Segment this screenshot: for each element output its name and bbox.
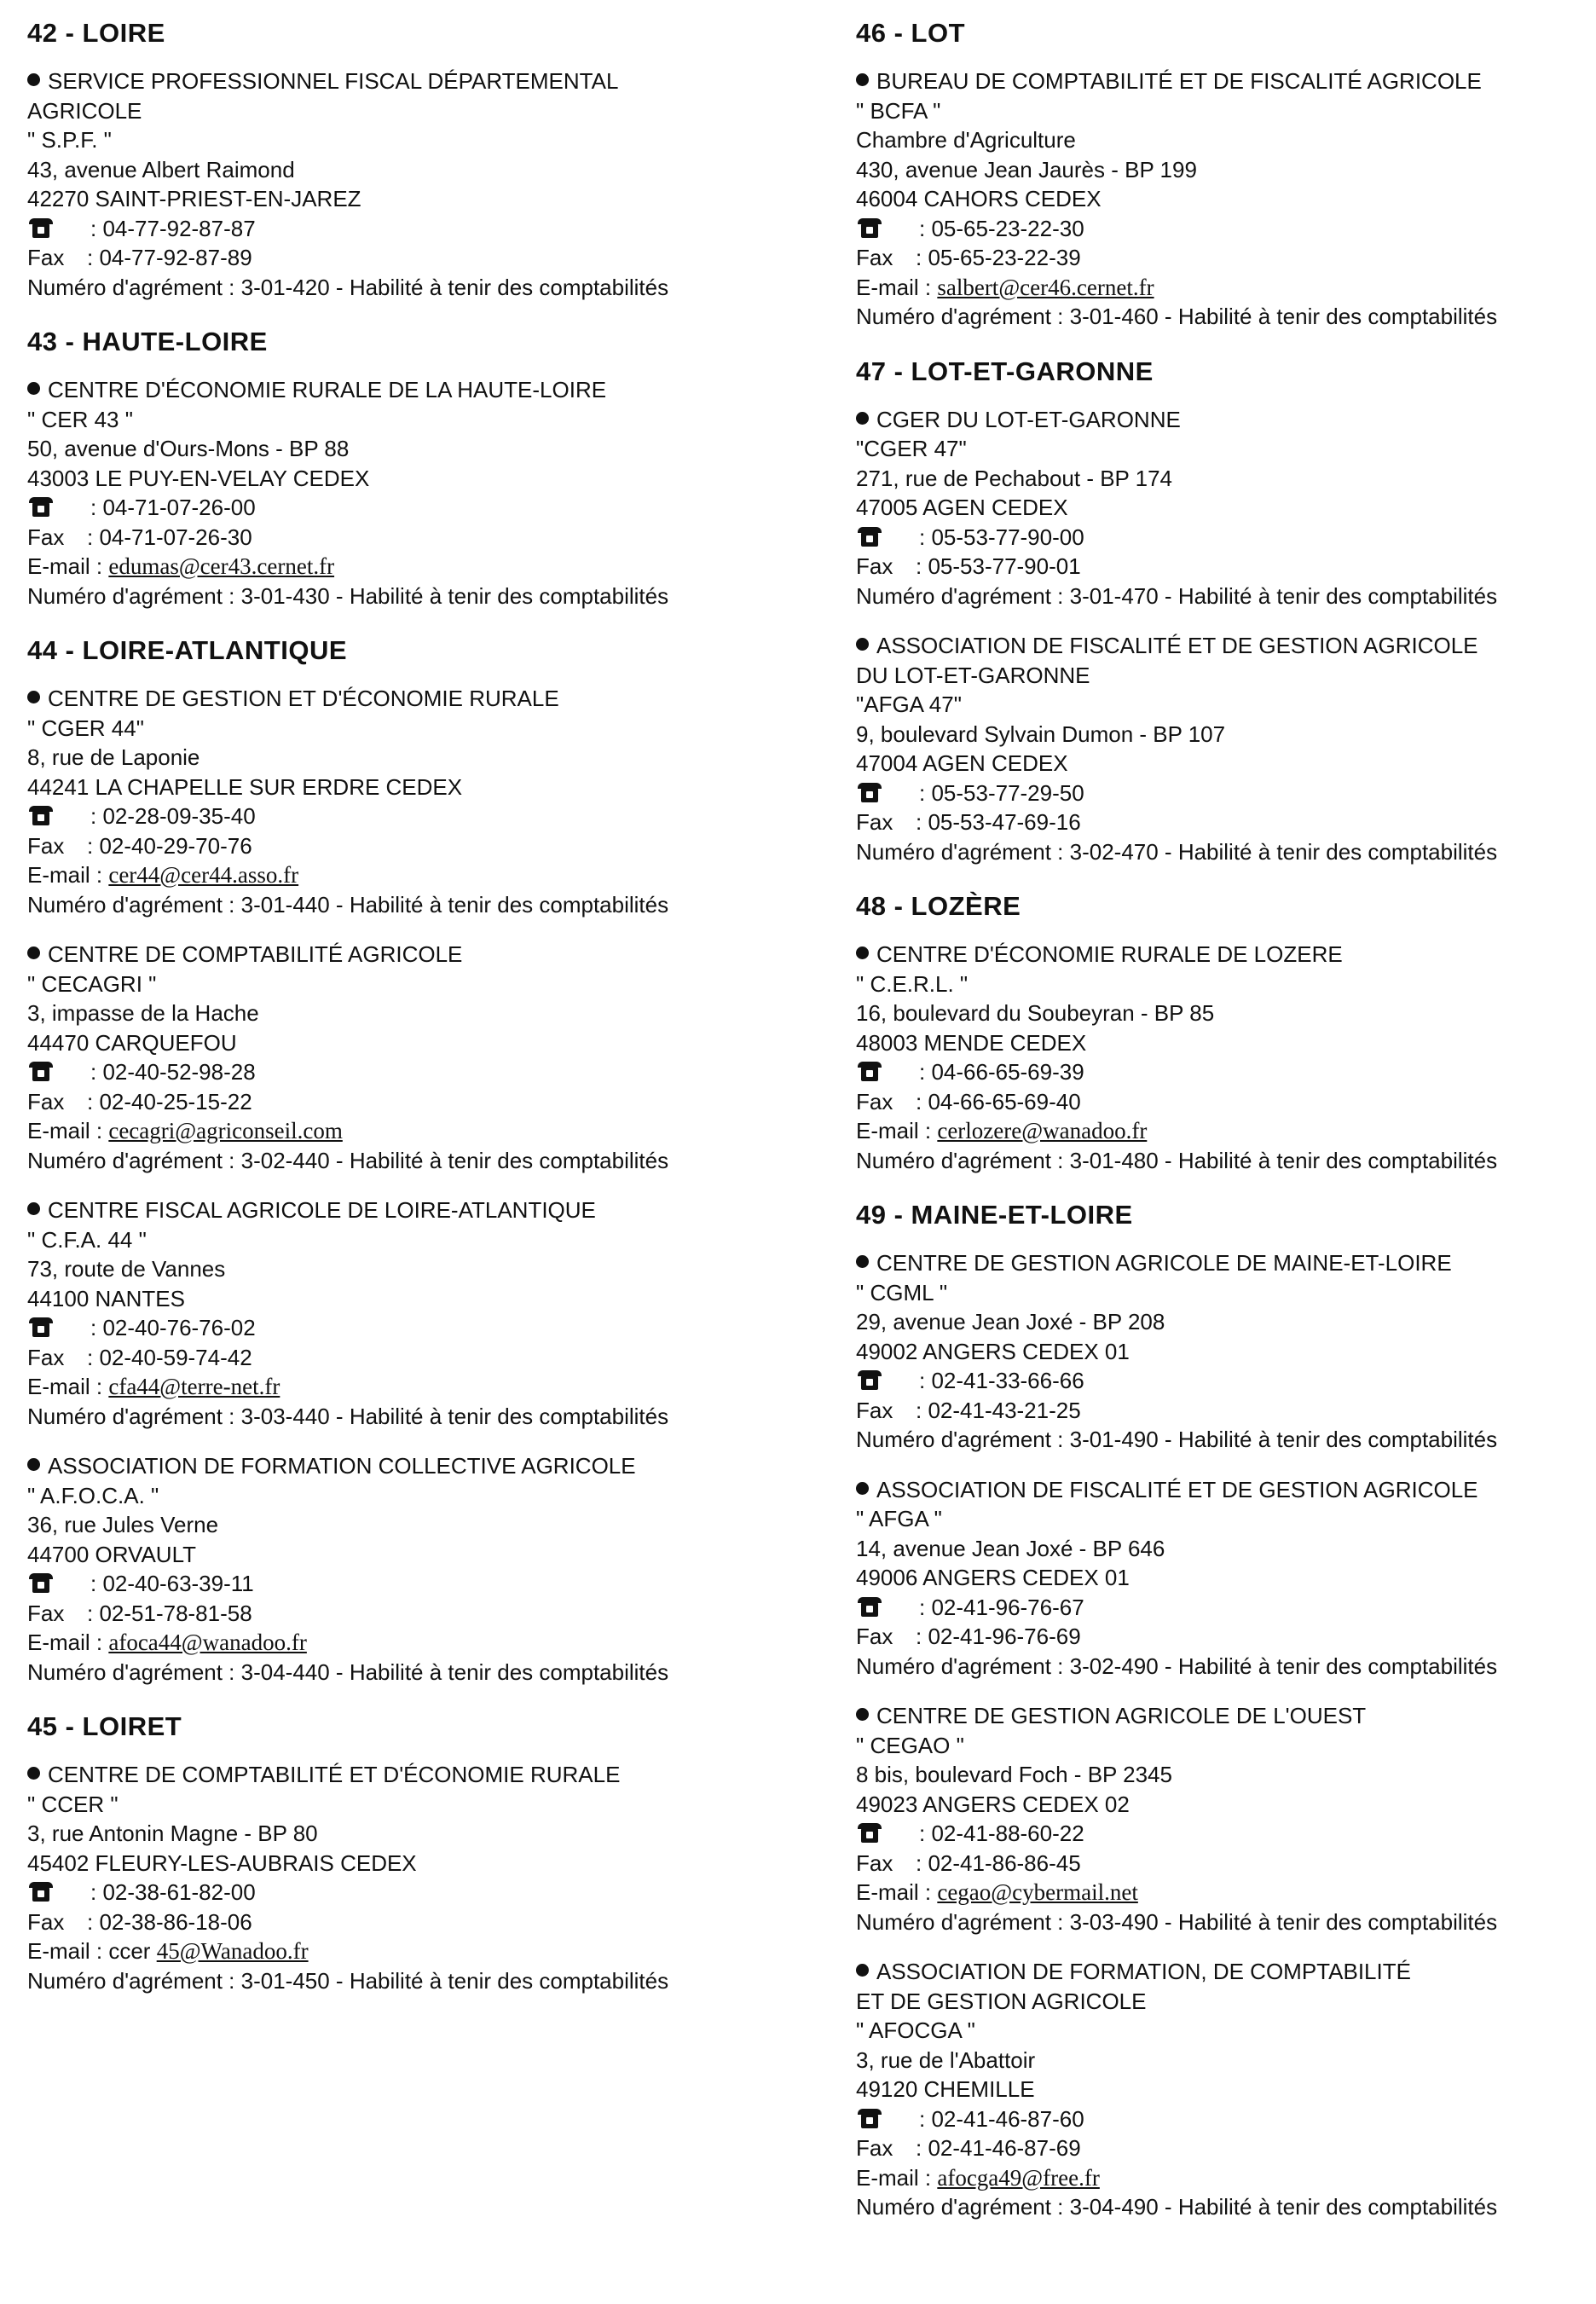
- organization-name-text: ET DE GESTION AGRICOLE: [856, 1988, 1147, 2014]
- organization-acronym: " AFGA ": [856, 1506, 942, 1531]
- organization-name-line: [27, 1760, 778, 1790]
- address-line: 49006 ANGERS CEDEX 01: [856, 1565, 1130, 1590]
- agrement-number: Numéro d'agrément : 3-01-490 - Habilité à tenir des comptabilités: [856, 1427, 1498, 1452]
- left-column: [27, 17, 778, 2019]
- organization-name-line: [27, 684, 778, 714]
- address-line: 3, rue de l'Abattoir: [856, 2046, 1036, 2073]
- address-line: Chambre d'Agriculture: [856, 127, 1076, 153]
- department-48-lozere: [856, 890, 1589, 1175]
- organization-acronym: " S.P.F. ": [27, 127, 112, 153]
- department-heading: 48 - LOZÈRE: [856, 891, 1021, 921]
- fax-row: [856, 552, 1589, 582]
- telephone-icon: [861, 2111, 878, 2128]
- department-45-loiret: [27, 1711, 778, 1995]
- right-column: [856, 17, 1589, 2246]
- email-row: [27, 552, 778, 582]
- fax-label: Fax: [27, 1088, 65, 1114]
- fax-row: [856, 1622, 1589, 1652]
- department-49-maine-et-loire: [856, 1199, 1589, 2222]
- organization-acronym: " C.E.R.L. ": [856, 970, 969, 997]
- fax-row: [27, 523, 778, 553]
- address-line: 44700 ORVAULT: [27, 1541, 196, 1567]
- agrement-number: Numéro d'agrément : 3-01-480 - Habilité à tenir des comptabilités: [856, 1147, 1498, 1173]
- bullet-icon: [856, 1255, 869, 1268]
- telephone-row: [27, 1057, 778, 1087]
- telephone-row: [856, 523, 1589, 553]
- fax-row: [27, 1599, 778, 1629]
- telephone-icon: [861, 785, 878, 802]
- organization-name-line: [856, 1701, 1589, 1731]
- organization-name-line: [856, 1475, 1589, 1505]
- fax-row: [27, 831, 778, 861]
- fax-label: Fax: [856, 245, 893, 270]
- bullet-icon: [856, 73, 869, 86]
- fax-row: [27, 1907, 778, 1937]
- department-heading: 47 - LOT-ET-GARONNE: [856, 356, 1154, 386]
- organization-name-line: [27, 67, 778, 96]
- organization-name-line: [27, 375, 778, 405]
- fax-label: Fax: [27, 245, 65, 270]
- telephone-icon: [861, 1373, 878, 1390]
- telephone-row: [27, 802, 778, 831]
- agrement-number: Numéro d'agrément : 3-04-490 - Habilité à tenir des comptabilités: [856, 2194, 1498, 2220]
- organization-entry: [856, 1475, 1589, 1682]
- fax-row: [856, 2133, 1589, 2163]
- email-row: [856, 273, 1589, 303]
- agrement-number: Numéro d'agrément : 3-01-450 - Habilité à tenir des comptabilités: [27, 1967, 669, 1994]
- organization-name-text: CENTRE D'ÉCONOMIE RURALE DE LOZERE: [876, 941, 1343, 967]
- bullet-icon: [27, 1202, 40, 1215]
- email-row: [856, 2163, 1589, 2193]
- bullet-icon: [27, 691, 40, 703]
- fax-number: : 05-65-23-22-39: [916, 245, 1081, 270]
- organization-name-text: CENTRE DE COMPTABILITÉ ET D'ÉCONOMIE RURALE: [48, 1762, 621, 1787]
- address-line: 49023 ANGERS CEDEX 02: [856, 1791, 1130, 1817]
- email-row: [856, 1116, 1589, 1146]
- telephone-row: [856, 1366, 1589, 1396]
- telephone-icon: [861, 1600, 878, 1617]
- organization-name-line: [27, 940, 778, 970]
- telephone-number: : 05-65-23-22-30: [919, 215, 1084, 241]
- organization-acronym: " C.F.A. 44 ": [27, 1226, 147, 1253]
- fax-label: Fax: [856, 1850, 893, 1876]
- email-link[interactable]: cecagri@agriconseil.com: [108, 1118, 343, 1143]
- organization-name-text: DU LOT-ET-GARONNE: [856, 662, 1090, 688]
- department-heading: 44 - LOIRE-ATLANTIQUE: [27, 635, 348, 665]
- email-label: E-mail :: [856, 274, 938, 300]
- fax-row: [856, 808, 1589, 837]
- fax-number: : 04-77-92-87-89: [87, 245, 252, 270]
- telephone-number: : 02-41-33-66-66: [919, 1368, 1084, 1393]
- fax-number: : 02-41-43-21-25: [916, 1397, 1081, 1423]
- telephone-row: [27, 1569, 778, 1599]
- organization-name-text: ASSOCIATION DE FISCALITÉ ET DE GESTION AGRICOLE: [876, 1476, 1478, 1502]
- address-line: 73, route de Vannes: [27, 1256, 226, 1282]
- department-heading: 46 - LOT: [856, 18, 966, 48]
- address-line: 44241 LA CHAPELLE SUR ERDRE CEDEX: [27, 773, 463, 800]
- organization-name-line: [856, 405, 1589, 435]
- organization-name-text: CENTRE DE GESTION AGRICOLE DE L'OUEST: [876, 1703, 1367, 1728]
- address-line: 50, avenue d'Ours-Mons - BP 88: [27, 436, 350, 461]
- bullet-icon: [856, 946, 869, 959]
- agrement-number: Numéro d'agrément : 3-01-430 - Habilité à tenir des comptabilités: [27, 582, 669, 609]
- address-line: 47005 AGEN CEDEX: [856, 495, 1068, 520]
- agrement-number: Numéro d'agrément : 3-01-460 - Habilité à tenir des comptabilités: [856, 304, 1498, 329]
- bullet-icon: [27, 73, 40, 86]
- fax-label: Fax: [856, 1397, 893, 1423]
- fax-number: : 02-40-29-70-76: [87, 832, 252, 859]
- department-42-loire: [27, 17, 778, 302]
- fax-number: : 02-41-96-76-69: [916, 1624, 1081, 1649]
- fax-number: : 04-66-65-69-40: [916, 1088, 1081, 1114]
- email-link[interactable]: cegao@cybermail.net: [937, 1879, 1138, 1905]
- organization-entry: [856, 1957, 1589, 2222]
- email-link[interactable]: cfa44@terre-net.fr: [108, 1374, 280, 1399]
- organization-acronym: " A.F.O.C.A. ": [27, 1482, 159, 1508]
- telephone-row: [27, 493, 778, 523]
- fax-number: : 02-51-78-81-58: [87, 1600, 252, 1626]
- telephone-icon: [861, 530, 878, 547]
- organization-acronym: " AFOCGA ": [856, 2017, 975, 2043]
- telephone-icon: [861, 1826, 878, 1843]
- telephone-row: [856, 2104, 1589, 2134]
- fax-number: : 02-41-46-87-69: [916, 2135, 1081, 2161]
- telephone-icon: [32, 1884, 49, 1902]
- fax-label: Fax: [27, 1908, 65, 1935]
- organization-name-text: ASSOCIATION DE FORMATION, DE COMPTABILITÉ: [876, 1959, 1411, 1984]
- fax-number: : 02-38-86-18-06: [87, 1908, 252, 1935]
- email-label: E-mail :: [27, 862, 109, 888]
- organization-acronym: " CEGAO ": [856, 1732, 964, 1758]
- organization-entry: [27, 1195, 778, 1431]
- telephone-number: : 02-38-61-82-00: [90, 1879, 256, 1905]
- agrement-number: Numéro d'agrément : 3-01-470 - Habilité à tenir des comptabilités: [856, 582, 1498, 609]
- telephone-icon: [32, 1064, 49, 1081]
- address-line: 47004 AGEN CEDEX: [856, 750, 1068, 776]
- organization-name-line: [856, 1248, 1589, 1278]
- email-row: [27, 1372, 778, 1402]
- fax-label: Fax: [27, 524, 65, 550]
- department-43-haute-loire: [27, 326, 778, 611]
- fax-row: [856, 1849, 1589, 1879]
- email-label: E-mail :: [856, 1879, 938, 1905]
- email-link[interactable]: cer44@cer44.asso.fr: [108, 862, 299, 888]
- organization-name-line: [27, 1451, 778, 1481]
- telephone-number: : 02-41-46-87-60: [919, 2105, 1084, 2132]
- organization-acronym: " BCFA ": [856, 97, 941, 124]
- fax-label: Fax: [856, 1088, 893, 1114]
- telephone-icon: [32, 808, 49, 825]
- organization-entry: [856, 1701, 1589, 1936]
- address-line: 42270 SAINT-PRIEST-EN-JAREZ: [27, 186, 361, 211]
- organization-acronym: " CCER ": [27, 1791, 119, 1817]
- telephone-icon: [32, 500, 49, 517]
- address-line: 49120 CHEMILLE: [856, 2076, 1035, 2102]
- organization-name-text: BUREAU DE COMPTABILITÉ ET DE FISCALITÉ AGRICOLE: [876, 68, 1482, 94]
- telephone-number: : 02-41-88-60-22: [919, 1821, 1084, 1846]
- organization-name-text: CGER DU LOT-ET-GARONNE: [876, 406, 1181, 432]
- address-line: 49002 ANGERS CEDEX 01: [856, 1338, 1130, 1364]
- bullet-icon: [27, 1767, 40, 1780]
- bullet-icon: [856, 1708, 869, 1721]
- department-heading: 45 - LOIRET: [27, 1711, 182, 1741]
- address-line: 43003 LE PUY-EN-VELAY CEDEX: [27, 465, 370, 491]
- address-line: 16, boulevard du Soubeyran - BP 85: [856, 1000, 1215, 1026]
- address-line: 44100 NANTES: [27, 1285, 185, 1311]
- organization-acronym: "CGER 47": [856, 436, 967, 461]
- telephone-number: : 02-40-76-76-02: [90, 1315, 256, 1340]
- organization-name-text: AGRICOLE: [27, 97, 142, 124]
- bullet-icon: [27, 1458, 40, 1471]
- telephone-row: [856, 214, 1589, 244]
- organization-entry: [856, 405, 1589, 611]
- fax-number: : 02-40-25-15-22: [87, 1088, 252, 1114]
- address-line: 3, rue Antonin Magne - BP 80: [27, 1821, 318, 1846]
- address-line: 8 bis, boulevard Foch - BP 2345: [856, 1762, 1172, 1787]
- organization-entry: [27, 375, 778, 611]
- telephone-icon: [861, 1064, 878, 1081]
- telephone-number: : 05-53-77-90-00: [919, 524, 1084, 550]
- organization-name-line: [856, 940, 1589, 970]
- organization-acronym: " CGER 44": [27, 715, 144, 741]
- organization-entry: [27, 684, 778, 919]
- organization-name-text: ASSOCIATION DE FISCALITÉ ET DE GESTION AGRICOLE: [876, 633, 1478, 658]
- organization-entry: [856, 940, 1589, 1175]
- fax-row: [27, 1087, 778, 1117]
- email-row: [27, 860, 778, 890]
- fax-label: Fax: [856, 2135, 893, 2161]
- organization-entry: [27, 940, 778, 1175]
- fax-number: : 05-53-47-69-16: [916, 809, 1081, 835]
- address-line: 29, avenue Jean Joxé - BP 208: [856, 1309, 1165, 1334]
- organization-entry: [856, 631, 1589, 866]
- organization-name-text: CENTRE DE GESTION ET D'ÉCONOMIE RURALE: [48, 686, 559, 711]
- telephone-number: : 02-41-96-76-67: [919, 1594, 1084, 1620]
- fax-row: [27, 243, 778, 273]
- telephone-row: [27, 1878, 778, 1907]
- department-44-loire-atlantique: [27, 634, 778, 1687]
- email-label: E-mail :: [27, 1118, 109, 1143]
- organization-name-text: SERVICE PROFESSIONNEL FISCAL DÉPARTEMENTAL: [48, 68, 619, 94]
- address-line: 43, avenue Albert Raimond: [27, 156, 295, 182]
- email-link[interactable]: edumas@cer43.cernet.fr: [108, 553, 335, 579]
- telephone-icon: [32, 221, 49, 238]
- department-46-lot: [856, 17, 1589, 332]
- agrement-number: Numéro d'agrément : 3-02-470 - Habilité à tenir des comptabilités: [856, 838, 1498, 865]
- telephone-row: [27, 214, 778, 244]
- telephone-row: [856, 779, 1589, 808]
- email-row: [856, 1878, 1589, 1907]
- fax-label: Fax: [856, 553, 893, 579]
- telephone-row: [856, 1819, 1589, 1849]
- address-line: 14, avenue Jean Joxé - BP 646: [856, 1535, 1165, 1561]
- organization-name-line: [27, 1195, 778, 1225]
- organization-acronym: "AFGA 47": [856, 692, 962, 717]
- organization-entry: [27, 67, 778, 302]
- telephone-row: [27, 1313, 778, 1343]
- bullet-icon: [27, 382, 40, 395]
- organization-name-line: [856, 67, 1589, 96]
- organization-entry: [856, 67, 1589, 332]
- telephone-number: : 02-40-52-98-28: [90, 1059, 256, 1085]
- fax-row: [856, 1396, 1589, 1426]
- email-row: [27, 1116, 778, 1146]
- fax-number: : 02-41-86-86-45: [916, 1850, 1081, 1876]
- fax-label: Fax: [856, 809, 893, 835]
- telephone-row: [856, 1057, 1589, 1087]
- fax-label: Fax: [856, 1624, 893, 1649]
- address-line: 36, rue Jules Verne: [27, 1512, 219, 1537]
- telephone-number: : 05-53-77-29-50: [919, 779, 1084, 806]
- organization-name-text: CENTRE D'ÉCONOMIE RURALE DE LA HAUTE-LOIRE: [48, 377, 607, 402]
- organization-name-line: [856, 661, 1589, 691]
- fax-row: [856, 243, 1589, 273]
- organization-name-text: ASSOCIATION DE FORMATION COLLECTIVE AGRICOLE: [48, 1453, 636, 1479]
- telephone-number: : 04-71-07-26-00: [90, 495, 256, 520]
- organization-name-text: CENTRE DE GESTION AGRICOLE DE MAINE-ET-LOIRE: [876, 1250, 1452, 1276]
- organization-entry: [27, 1451, 778, 1687]
- organization-entry: [856, 1248, 1589, 1455]
- email-link[interactable]: afoca44@wanadoo.fr: [108, 1630, 307, 1655]
- address-line: 430, avenue Jean Jaurès - BP 199: [856, 156, 1197, 182]
- department-heading: 49 - MAINE-ET-LOIRE: [856, 1200, 1133, 1230]
- address-line: 46004 CAHORS CEDEX: [856, 186, 1102, 211]
- bullet-icon: [856, 1964, 869, 1977]
- address-line: 48003 MENDE CEDEX: [856, 1029, 1087, 1056]
- address-line: 44470 CARQUEFOU: [27, 1029, 237, 1056]
- organization-name-line: [856, 1957, 1589, 1987]
- email-link[interactable]: salbert@cer46.cernet.fr: [937, 274, 1154, 300]
- organization-entry: [27, 1760, 778, 1995]
- address-line: 3, impasse de la Hache: [27, 1000, 259, 1026]
- fax-row: [27, 1343, 778, 1373]
- telephone-number: : 02-40-63-39-11: [90, 1571, 254, 1596]
- fax-number: : 05-53-77-90-01: [916, 553, 1081, 579]
- agrement-number: Numéro d'agrément : 3-04-440 - Habilité à tenir des comptabilités: [27, 1659, 669, 1685]
- address-line: 45402 FLEURY-LES-AUBRAIS CEDEX: [27, 1850, 417, 1876]
- fax-label: Fax: [27, 1600, 65, 1626]
- email-label: E-mail :: [27, 1374, 109, 1399]
- agrement-number: Numéro d'agrément : 3-03-440 - Habilité à tenir des comptabilités: [27, 1403, 669, 1429]
- organization-name-text: CENTRE DE COMPTABILITÉ AGRICOLE: [48, 941, 463, 967]
- address-line: 9, boulevard Sylvain Dumon - BP 107: [856, 721, 1226, 747]
- telephone-icon: [32, 1320, 49, 1337]
- bullet-icon: [856, 412, 869, 425]
- email-label: E-mail :: [27, 1630, 109, 1655]
- agrement-number: Numéro d'agrément : 3-01-420 - Habilité à tenir des comptabilités: [27, 274, 669, 300]
- agrement-number: Numéro d'agrément : 3-01-440 - Habilité à tenir des comptabilités: [27, 891, 669, 918]
- email-label: E-mail :: [856, 1118, 938, 1143]
- department-47-lot-et-garonne: [856, 356, 1589, 867]
- address-line: 271, rue de Pechabout - BP 174: [856, 465, 1173, 491]
- telephone-icon: [32, 1576, 49, 1593]
- telephone-row: [856, 1593, 1589, 1623]
- email-row: [27, 1936, 778, 1966]
- agrement-number: Numéro d'agrément : 3-02-490 - Habilité à tenir des comptabilités: [856, 1653, 1498, 1679]
- department-heading: 42 - LOIRE: [27, 18, 165, 48]
- telephone-number: : 04-66-65-69-39: [919, 1059, 1084, 1085]
- department-heading: 43 - HAUTE-LOIRE: [27, 327, 268, 356]
- organization-name-text: CENTRE FISCAL AGRICOLE DE LOIRE-ATLANTIQUE: [48, 1197, 596, 1223]
- bullet-icon: [856, 638, 869, 651]
- organization-acronym: " CECAGRI ": [27, 970, 157, 997]
- email-label: E-mail : ccer: [27, 1938, 157, 1964]
- bullet-icon: [856, 1482, 869, 1495]
- fax-number: : 04-71-07-26-30: [87, 524, 252, 550]
- email-label: E-mail :: [27, 553, 109, 579]
- organization-acronym: " CGML ": [856, 1279, 948, 1305]
- organization-name-line: [856, 1987, 1589, 2017]
- fax-label: Fax: [27, 1344, 65, 1370]
- telephone-number: : 04-77-92-87-87: [90, 215, 256, 241]
- bullet-icon: [27, 946, 40, 959]
- agrement-number: Numéro d'agrément : 3-02-440 - Habilité à tenir des comptabilités: [27, 1147, 669, 1173]
- email-label: E-mail :: [856, 2164, 938, 2191]
- email-row: [27, 1628, 778, 1658]
- telephone-icon: [861, 221, 878, 238]
- agrement-number: Numéro d'agrément : 3-03-490 - Habilité à tenir des comptabilités: [856, 1908, 1498, 1935]
- fax-number: : 02-40-59-74-42: [87, 1344, 252, 1370]
- address-line: 8, rue de Laponie: [27, 744, 200, 770]
- organization-acronym: " CER 43 ": [27, 406, 133, 432]
- fax-label: Fax: [27, 832, 65, 859]
- email-link[interactable]: afocga49@free.fr: [937, 2164, 1100, 2191]
- email-link[interactable]: 45@Wanadoo.fr: [156, 1938, 309, 1964]
- fax-row: [856, 1087, 1589, 1117]
- organization-name-line: [856, 631, 1589, 661]
- email-link[interactable]: cerlozere@wanadoo.fr: [937, 1118, 1148, 1143]
- telephone-number: : 02-28-09-35-40: [90, 803, 256, 829]
- organization-name-line: [27, 96, 778, 126]
